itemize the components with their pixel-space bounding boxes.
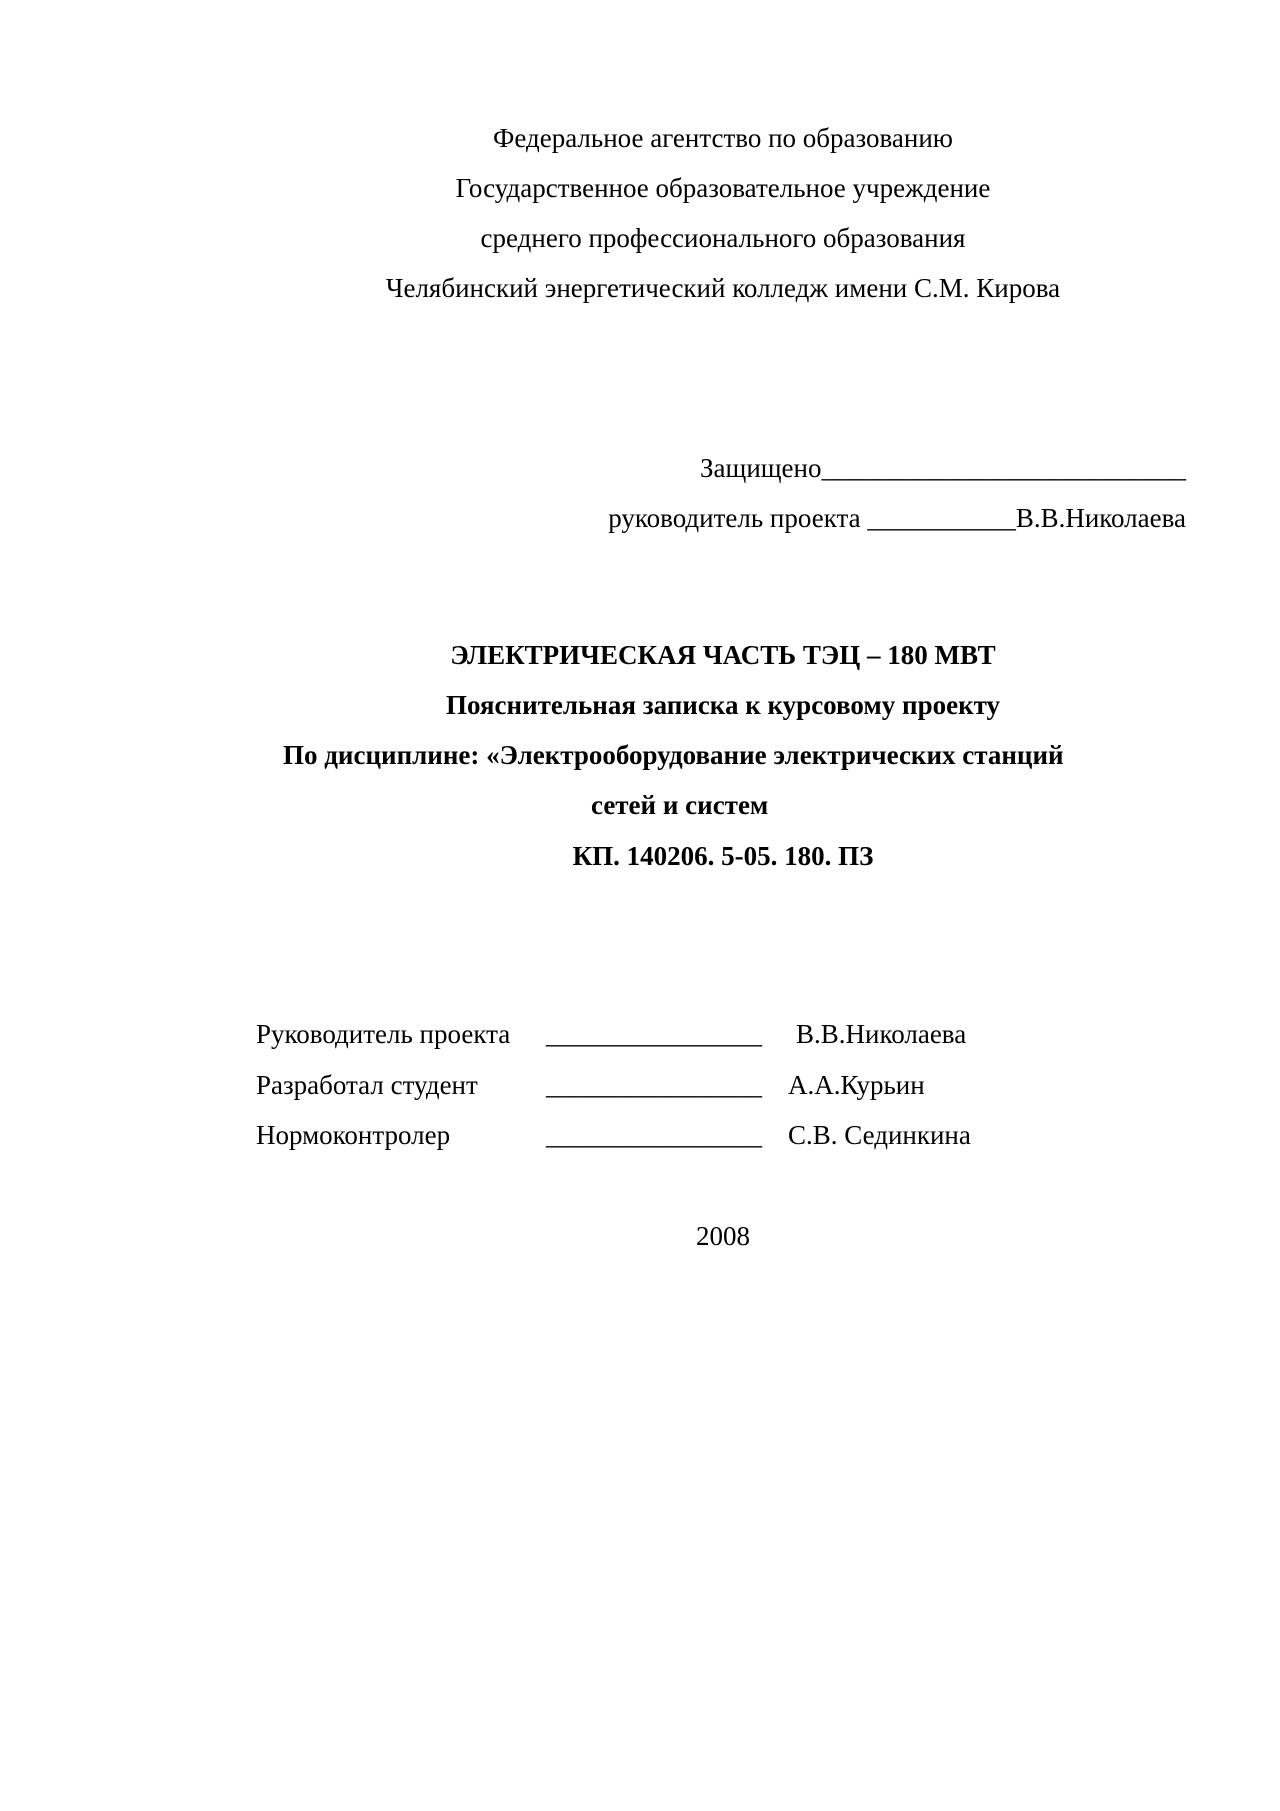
signature-role: Руководитель проекта [256, 1019, 511, 1049]
header-line-education-level: среднего профессионального образования [480, 223, 966, 253]
signature-name: В.В.Николаева [796, 1019, 967, 1049]
approval-supervisor-line: руководитель проекта ___________В.В.Николаева [608, 503, 1186, 533]
document-title: ЭЛЕКТРИЧЕСКАЯ ЧАСТЬ ТЭЦ – 180 МВТ [450, 640, 996, 670]
discipline-line-1: По дисциплине: «Электрооборудование электрических станций [283, 740, 1064, 770]
header-line-institution-type: Государственное образовательное учреждение [455, 173, 991, 203]
document-year: 2008 [696, 1221, 750, 1251]
document-subtitle: Пояснительная записка к курсовому проекту [445, 690, 1001, 720]
header-line-college-name: Челябинский энергетический колледж имени С.М. Кирова [385, 273, 1061, 303]
signature-blank-line: ________________ [546, 1019, 762, 1049]
signature-role: Нормоконтролер [256, 1120, 451, 1150]
signature-blank-line: ________________ [546, 1070, 762, 1100]
signature-name: А.А.Курьин [788, 1070, 925, 1100]
signature-blank-line: ________________ [546, 1120, 762, 1150]
discipline-line-2: сетей и систем [591, 790, 769, 820]
approval-protected-line: Защищено___________________________ [700, 453, 1186, 483]
header-line-agency: Федеральное агентство по образованию [493, 123, 953, 153]
document-code: КП. 140206. 5-05. 180. ПЗ [572, 841, 874, 871]
signature-name: С.В. Сединкина [788, 1120, 971, 1150]
signature-role: Разработал студент [256, 1070, 478, 1100]
